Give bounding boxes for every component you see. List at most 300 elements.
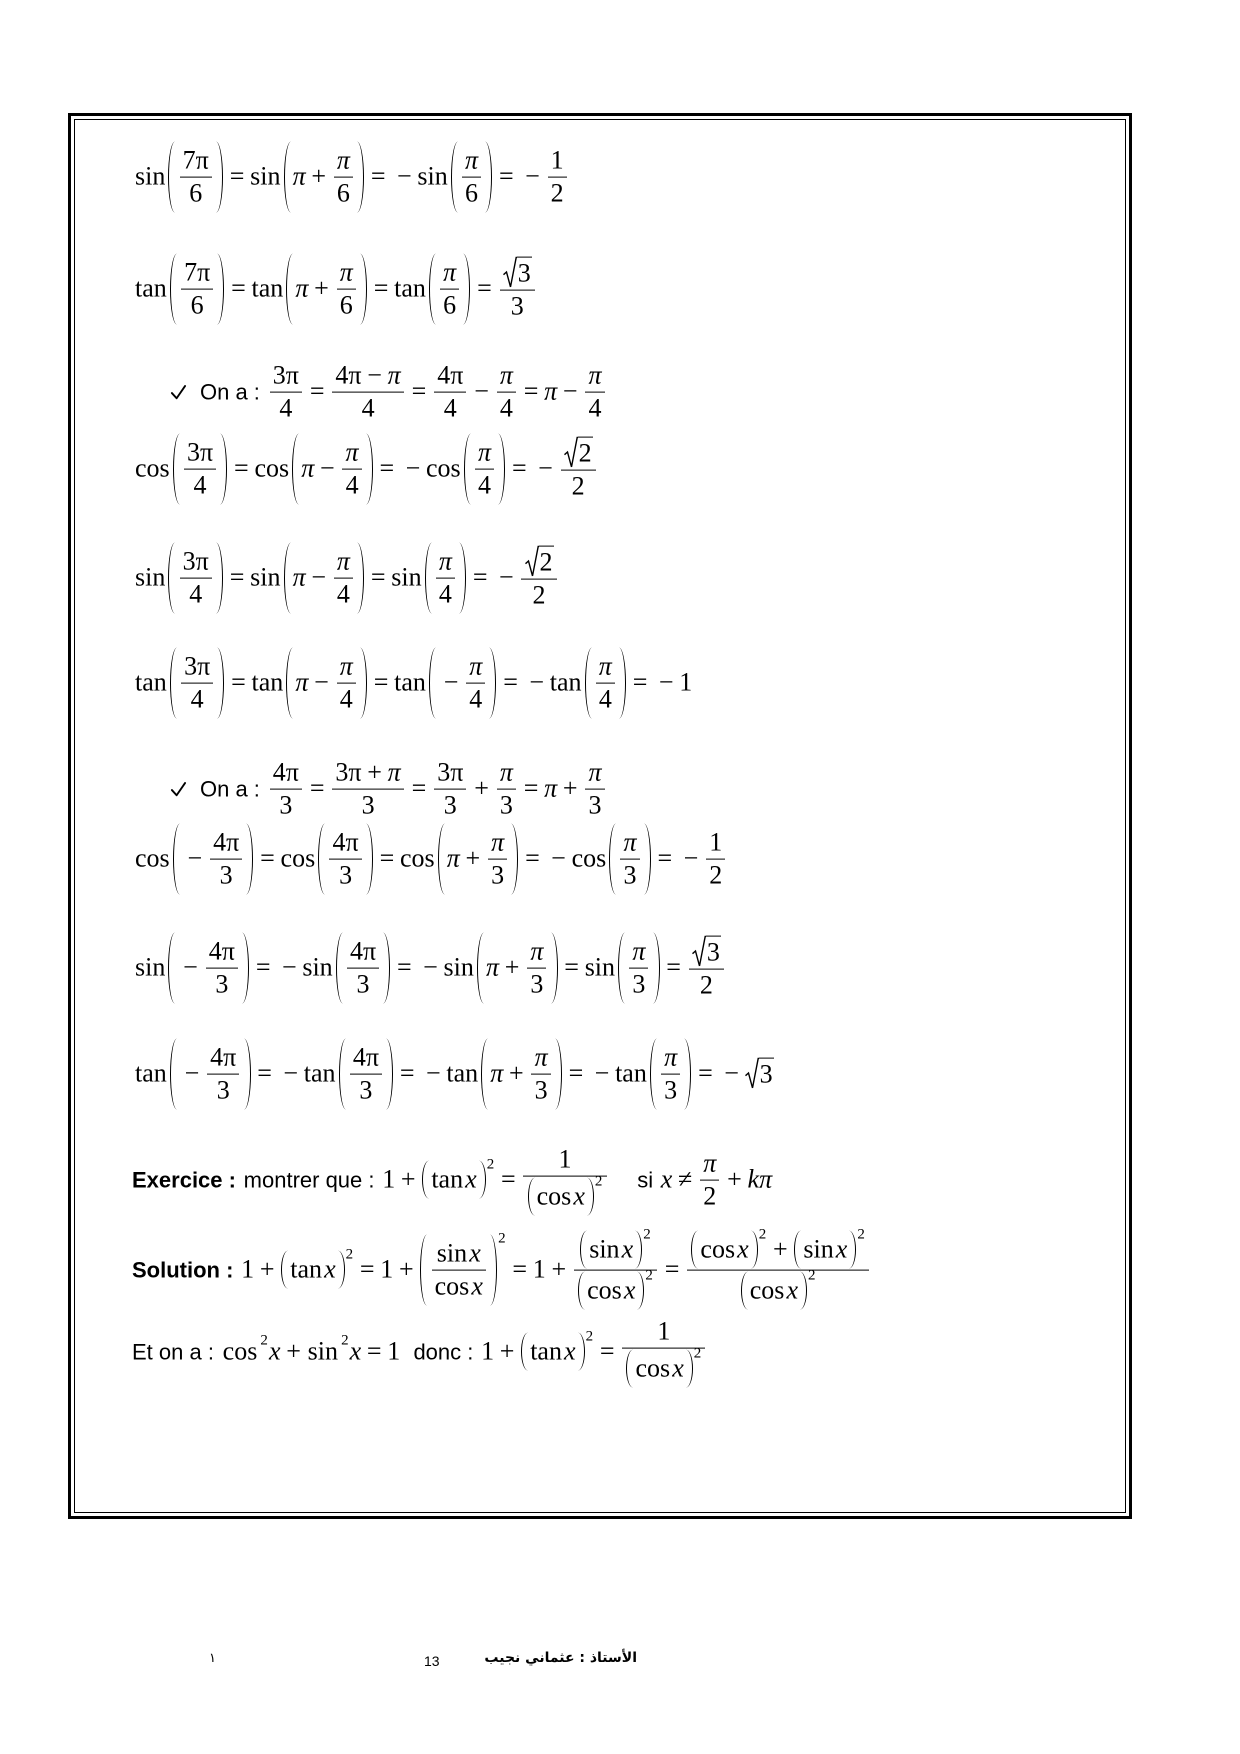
number: 3: [279, 790, 293, 820]
equation-sin-minus-4pi-over-3: [135, 933, 726, 1004]
function-name: cos: [700, 1234, 736, 1264]
math-term: 4π: [349, 936, 377, 966]
right-parenthesis: [463, 254, 470, 325]
fraction-numerator: [207, 1043, 239, 1074]
fraction-numerator: [488, 828, 507, 859]
operator: +: [509, 1059, 524, 1089]
exponent: 2: [643, 1226, 651, 1243]
operator: −: [426, 1059, 441, 1089]
function-name: cos: [434, 1271, 470, 1301]
math-term: 4π: [213, 827, 240, 857]
operator: =: [564, 953, 579, 983]
fraction-denominator: [337, 290, 356, 321]
fraction: [687, 1226, 869, 1310]
fraction: [434, 361, 466, 424]
fraction-denominator: [488, 860, 507, 891]
paren-content: [427, 1235, 490, 1306]
parentheses: [585, 648, 626, 719]
right-parenthesis: [849, 1231, 856, 1269]
fraction-numerator: [466, 652, 485, 683]
operator: −: [183, 953, 198, 983]
variable: x: [623, 1275, 636, 1305]
variable: π: [339, 257, 353, 287]
parenthesized-group: [170, 254, 225, 325]
parentheses: [170, 254, 225, 325]
right-parenthesis: [386, 1039, 393, 1110]
left-parenthesis: [477, 933, 484, 1004]
math-term: 4π: [437, 360, 464, 390]
left-parenthesis: [650, 1039, 657, 1110]
author-name: الأستاذ : عثماني نجيب: [484, 1650, 637, 1666]
fraction-denominator: [180, 579, 212, 610]
parenthesized-group: [173, 434, 228, 505]
number: 3: [534, 1075, 548, 1105]
radicand: 2: [539, 547, 553, 577]
paren-content: [657, 1039, 684, 1110]
fraction-denominator: [466, 684, 485, 715]
paren-content: [177, 1039, 244, 1110]
number: 1: [709, 827, 723, 857]
function-name: sin: [391, 563, 422, 593]
operator: −: [594, 1059, 610, 1089]
fraction-numerator: [180, 547, 212, 578]
parenthesized-group: [284, 142, 365, 213]
fraction: [521, 546, 556, 611]
number: 3: [664, 1075, 678, 1105]
fraction-numerator: [574, 1226, 657, 1270]
number: 4: [279, 393, 293, 423]
left-parenthesis: [170, 1039, 177, 1110]
fraction-numerator: [475, 438, 494, 469]
function-name: sin: [135, 953, 166, 983]
variable: π: [632, 936, 646, 966]
left-parenthesis: [170, 254, 177, 325]
variable: π: [301, 454, 315, 484]
variable: π: [499, 757, 513, 787]
fraction: [347, 937, 379, 1000]
parentheses: [464, 434, 505, 505]
paren-content: [175, 543, 216, 614]
operator: =: [373, 668, 389, 698]
fraction-denominator: [270, 393, 302, 424]
variable: π: [387, 757, 401, 787]
operator: +: [474, 774, 489, 804]
square-root: [564, 437, 593, 469]
variable: x: [835, 1234, 848, 1264]
fraction-numerator: [689, 936, 724, 969]
fraction-denominator: [620, 860, 639, 891]
number: 1: [382, 1165, 396, 1195]
paren-content: [436, 254, 463, 325]
number: 6: [189, 178, 203, 208]
fraction-denominator: [181, 684, 213, 715]
radical-sign: [503, 257, 517, 289]
parenthesized-group: [339, 1039, 394, 1110]
function-name: sin: [307, 1337, 338, 1367]
variable: π: [438, 546, 452, 576]
right-parenthesis: [619, 648, 626, 719]
left-parenthesis: [286, 254, 293, 325]
number: 1: [532, 1255, 546, 1285]
exponent: 2: [260, 1333, 268, 1350]
variable: π: [588, 757, 602, 787]
fraction-numerator: [342, 438, 361, 469]
variable: π: [295, 274, 309, 304]
left-parenthesis: [618, 933, 625, 1004]
operator: =: [234, 454, 249, 484]
right-parenthesis: [684, 1039, 691, 1110]
function-name: sin: [250, 162, 281, 192]
paren-content: [180, 824, 247, 895]
square-root: [745, 1058, 774, 1090]
right-parenthesis: [366, 824, 373, 895]
right-parenthesis: [498, 434, 505, 505]
parenthesized-group: [438, 824, 519, 895]
number: 2: [532, 580, 546, 610]
parenthesized-group: [170, 1039, 251, 1110]
number: 3: [215, 969, 229, 999]
math-term: 4π: [272, 757, 299, 787]
fraction: [531, 1043, 550, 1106]
operator: =: [411, 774, 427, 804]
fraction-numerator: [521, 546, 556, 579]
number: 4: [499, 393, 513, 423]
function-name: tan: [251, 274, 284, 304]
fraction-numerator: [434, 758, 466, 789]
right-parenthesis: [635, 1231, 642, 1269]
parenthesized-group: [284, 543, 365, 614]
fraction-denominator: [342, 470, 361, 501]
parentheses: [578, 1272, 644, 1310]
fraction-numerator: [585, 758, 604, 789]
function-name: cos: [399, 844, 435, 874]
number: 1: [241, 1255, 255, 1285]
parenthesized-group: [578, 1267, 653, 1310]
function-name: tan: [615, 1059, 647, 1089]
fraction-denominator: [500, 291, 535, 322]
paren-content: [587, 1231, 635, 1269]
paren-content: [175, 142, 216, 213]
fraction-denominator: [585, 393, 604, 424]
fraction-numerator: [622, 1317, 705, 1348]
operator: −: [184, 1059, 200, 1089]
exercise-statement: [132, 1145, 772, 1216]
exponent: 2: [345, 1247, 354, 1264]
fraction-denominator: [475, 470, 494, 501]
fraction: [689, 936, 724, 1001]
fraction: [210, 828, 242, 891]
parenthesized-group: [741, 1267, 816, 1310]
variable: π: [664, 1042, 678, 1072]
variable: π: [469, 651, 483, 681]
parenthesized-group: [626, 1345, 702, 1388]
fraction-denominator: [523, 1173, 606, 1216]
fraction-numerator: [706, 828, 725, 859]
paren-content: [458, 142, 485, 213]
exercise-solution: [132, 1226, 871, 1310]
parentheses: [318, 824, 373, 895]
operator: +: [551, 1255, 567, 1285]
radicand: 3: [517, 258, 531, 288]
fraction-denominator: [332, 393, 404, 424]
fraction: [337, 258, 356, 321]
parenthesized-group: [281, 1247, 354, 1289]
square-root: [503, 257, 532, 289]
number: 1: [550, 145, 564, 175]
operator: =: [255, 953, 271, 983]
parenthesized-group: [173, 824, 254, 895]
exponent: 2: [341, 1333, 349, 1350]
paren-content: [288, 1251, 337, 1289]
operator: =: [477, 274, 492, 304]
paren-content: [528, 1333, 577, 1371]
variable: π: [623, 827, 637, 857]
function-name: sin: [417, 162, 448, 192]
number: 2: [550, 178, 564, 208]
right-parenthesis: [383, 933, 390, 1004]
variable: x: [564, 1337, 576, 1367]
right-parenthesis: [644, 824, 651, 895]
variable: π: [446, 844, 460, 874]
function-name: sin: [436, 1238, 468, 1268]
fraction-numerator: [687, 1226, 869, 1270]
operator: =: [512, 1255, 528, 1285]
fraction: [574, 1226, 657, 1310]
paren-content: [592, 648, 619, 719]
fraction-numerator: [270, 758, 302, 789]
left-parenthesis: [451, 142, 458, 213]
function-name: tan: [290, 1255, 323, 1285]
function-name: sin: [584, 953, 616, 983]
parentheses: [173, 434, 228, 505]
fraction-denominator: [629, 969, 648, 1000]
fraction-denominator: [206, 969, 238, 1000]
operator: −: [683, 844, 699, 874]
function-name: cos: [135, 454, 170, 484]
parentheses: [521, 1333, 584, 1371]
radicand: 3: [706, 937, 720, 967]
number: 2: [703, 1181, 717, 1211]
left-parenthesis: [429, 254, 436, 325]
fraction-numerator: [206, 937, 238, 968]
variable: π: [345, 437, 359, 467]
parentheses: [741, 1272, 807, 1310]
fraction-numerator: [596, 652, 615, 683]
radicand: 2: [578, 438, 592, 468]
parentheses: [281, 1251, 344, 1289]
right-parenthesis: [357, 142, 364, 213]
number: 4: [189, 579, 203, 609]
equation-sin-7pi-over-6: [135, 142, 569, 213]
parenthesized-group: [618, 933, 659, 1004]
fraction: [270, 758, 302, 821]
fraction-denominator: [207, 1075, 239, 1106]
function-name: tan: [135, 668, 167, 698]
operator: =: [397, 953, 412, 983]
operator: =: [472, 563, 488, 593]
right-parenthesis: [511, 824, 518, 895]
operator: +: [286, 1337, 301, 1367]
number: 4: [469, 684, 483, 714]
left-parenthesis: [741, 1272, 748, 1310]
operator: =: [260, 844, 275, 874]
variable: π: [443, 257, 457, 287]
fraction: [440, 258, 459, 321]
operator: −: [474, 377, 489, 407]
variable: π: [598, 651, 612, 681]
number: 4: [336, 579, 350, 609]
variable: π: [339, 651, 353, 681]
operator: =: [359, 1255, 375, 1285]
fraction: [500, 257, 535, 322]
number: 6: [443, 290, 457, 320]
operator: =: [379, 454, 395, 484]
fraction-numerator: [181, 652, 213, 683]
exponent: 2: [585, 1329, 594, 1346]
fraction: [462, 146, 481, 209]
number: 4: [339, 684, 353, 714]
left-parenthesis: [168, 142, 175, 213]
right-parenthesis: [800, 1272, 807, 1310]
fraction: [270, 361, 302, 424]
math-term: 3π: [182, 546, 209, 576]
parenthesized-group: [168, 543, 223, 614]
parenthesized-group: [528, 1173, 603, 1216]
parenthesized-group: [425, 543, 466, 614]
parenthesized-group: [580, 1226, 651, 1269]
operator: =: [399, 1059, 415, 1089]
parenthesized-group: [420, 1230, 506, 1306]
parentheses: [286, 254, 367, 325]
variable: π: [465, 145, 479, 175]
parenthesized-group: [650, 1039, 691, 1110]
parenthesized-group: [422, 1157, 495, 1199]
fraction: [184, 438, 216, 501]
left-parenthesis: [286, 648, 293, 719]
exponent: 2: [498, 1230, 506, 1247]
variable: x: [268, 1337, 281, 1367]
paren-content: [325, 824, 366, 895]
function-name: tan: [303, 1059, 336, 1089]
exponent: 2: [645, 1267, 653, 1284]
fraction: [585, 361, 604, 424]
operator: =: [500, 1165, 516, 1195]
math-term: 7π: [184, 257, 211, 287]
function-name: cos: [536, 1181, 572, 1211]
right-parenthesis: [220, 434, 227, 505]
parenthesized-group: [429, 648, 497, 719]
fraction-denominator: [700, 1181, 719, 1212]
right-parenthesis: [751, 1231, 758, 1269]
fraction: [207, 1043, 239, 1106]
fraction: [332, 758, 404, 821]
number: 3: [632, 969, 646, 999]
paren-content: [625, 933, 652, 1004]
left-parenthesis: [422, 1161, 429, 1199]
fraction-numerator: [332, 361, 404, 392]
operator: −: [283, 1059, 299, 1089]
parentheses: [626, 1350, 692, 1388]
parentheses: [336, 933, 391, 1004]
right-parenthesis: [246, 824, 253, 895]
fraction-numerator: [210, 828, 242, 859]
fraction-denominator: [687, 1267, 869, 1310]
operator: =: [666, 953, 681, 983]
function-name: cos: [635, 1353, 671, 1383]
parentheses: [477, 933, 558, 1004]
fraction-numerator: [629, 937, 648, 968]
fraction: [488, 828, 507, 891]
fraction-numerator: [184, 438, 216, 469]
fraction: [561, 437, 596, 502]
bold-label: Exercice :: [132, 1167, 236, 1193]
number: 3: [216, 1075, 230, 1105]
variable: π: [336, 145, 350, 175]
fraction: [706, 828, 725, 891]
variable: kπ: [747, 1165, 773, 1195]
radicand: 3: [759, 1060, 773, 1090]
parentheses: [170, 648, 225, 719]
fraction-numerator: [181, 258, 213, 289]
parenthesized-group: [170, 648, 225, 719]
operator: +: [772, 1234, 788, 1264]
fraction-denominator: [432, 1271, 487, 1302]
right-parenthesis: [242, 933, 249, 1004]
function-name: tan: [135, 274, 167, 304]
number: 6: [190, 290, 204, 320]
fraction: [596, 652, 615, 715]
radical-sign: [745, 1058, 759, 1090]
operator: +: [499, 1337, 515, 1367]
fraction-numerator: [497, 758, 516, 789]
parenthesized-group: [451, 142, 492, 213]
right-parenthesis: [551, 933, 558, 1004]
fraction-denominator: [462, 178, 481, 209]
left-parenthesis: [794, 1231, 801, 1269]
right-parenthesis: [357, 543, 364, 614]
fraction-numerator: [432, 1239, 487, 1270]
parenthesized-group: [336, 933, 391, 1004]
radical-sign: [525, 546, 539, 578]
fraction-denominator: [436, 579, 455, 610]
fraction-numerator: [329, 828, 361, 859]
number: 3: [530, 969, 544, 999]
variable: π: [544, 377, 558, 407]
left-parenthesis: [481, 1039, 488, 1110]
operator: +: [399, 1255, 414, 1285]
parentheses: [339, 1039, 394, 1110]
parenthesized-group: [464, 434, 505, 505]
operator: =: [379, 844, 395, 874]
variable: π: [336, 546, 350, 576]
fraction-numerator: [334, 146, 353, 177]
function-name: sin: [589, 1234, 620, 1264]
variable: x: [324, 1255, 336, 1285]
fraction-denominator: [585, 790, 604, 821]
parenthesized-group: [429, 254, 470, 325]
fraction: [180, 547, 212, 610]
number: 3: [219, 860, 233, 890]
paren-content: [432, 543, 459, 614]
right-parenthesis: [479, 1161, 486, 1199]
function-name: sin: [302, 953, 333, 983]
paren-content: [429, 1161, 478, 1199]
parentheses: [284, 142, 365, 213]
parentheses: [528, 1178, 594, 1216]
function-name: tan: [549, 668, 582, 698]
operator: +: [465, 844, 481, 874]
left-parenthesis: [425, 543, 432, 614]
